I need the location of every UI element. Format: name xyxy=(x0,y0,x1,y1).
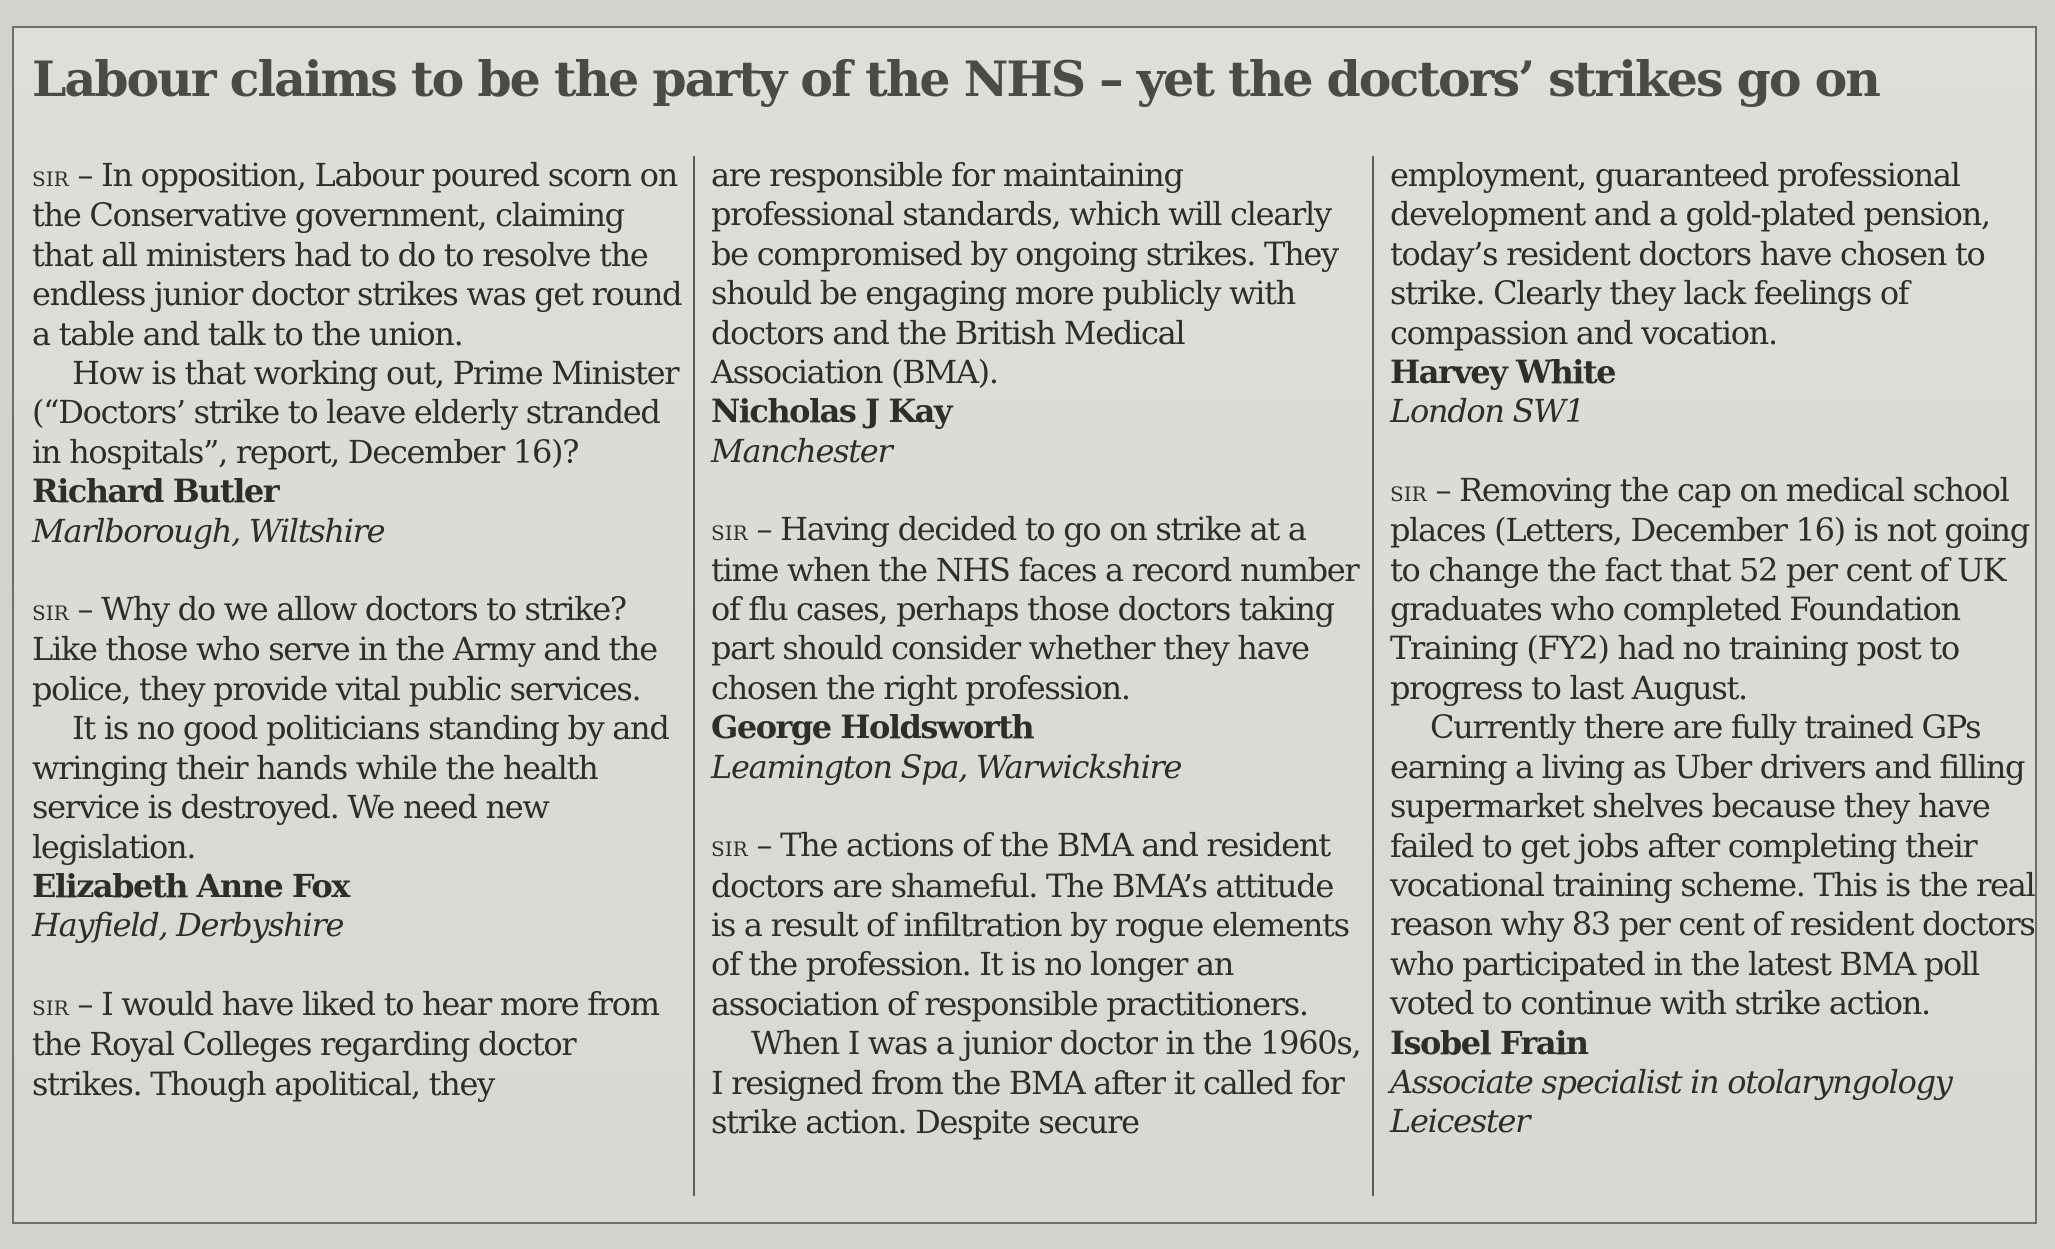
column-1 xyxy=(32,156,682,1143)
letter-paragraph: When I was a junior doctor in the 1960s, I resigned from the BMA after it called for strike action. Despite secure xyxy=(711,1024,1361,1141)
letter-paragraph: sir – The actions of the BMA and resident doctors are shameful. The BMA’s attitude is a result of infiltration by rogue elements of the profession. It is no longer an association of responsible practitioners. xyxy=(711,826,1349,1023)
letter-george-holdsworth xyxy=(711,510,1361,787)
letter-nicholas-j-kay xyxy=(711,156,1361,471)
column-2 xyxy=(711,156,1361,1181)
sir-salutation: sir xyxy=(32,594,69,628)
letter-paragraph: employment, guaranteed professional development and a gold-plated pension, today’s resident doctors have chosen to strike. Clearly they lack feelings of compassion and vocation. xyxy=(1390,156,1990,352)
newspaper-clipping xyxy=(12,26,2037,1224)
letter-paragraph: It is no good politicians standing by and wringing their hands while the health service is destroyed. We need new legislation. xyxy=(32,709,669,866)
letter-paragraph: sir – Having decided to go on strike at a time when the NHS faces a record number of flu cases, perhaps those doctors taking part should consider whether they have chosen the right profession. xyxy=(711,510,1359,707)
sir-salutation: sir xyxy=(32,160,69,193)
letter-paragraph: sir – I would have liked to hear more from the Royal Colleges regarding doctor strikes. Though apolitical, they xyxy=(32,984,659,1103)
letter-location: Leamington Spa, Warwickshire xyxy=(711,747,1182,786)
letter-author: Isobel Frain xyxy=(1390,1023,1588,1062)
letter-location: Hayfield, Derbyshire xyxy=(32,906,344,945)
letter-harvey-white xyxy=(1390,156,2040,432)
sir-salutation: sir xyxy=(711,830,748,864)
sir-salutation: sir xyxy=(711,514,748,548)
letter-location: London SW1 xyxy=(1390,392,1584,431)
letter-location: Manchester xyxy=(711,431,892,470)
sir-salutation: sir xyxy=(32,988,69,1022)
column-divider xyxy=(693,156,695,1196)
column-3 xyxy=(1390,156,2040,1181)
letter-paragraph: Currently there are fully trained GPs earning a living as Uber drivers and filling supermarket shelves because they have failed to get jobs after completing their vocational training scheme. This is the real reason why 83 per cent of resident doctors who participated in the latest BMA poll voted to continue with strike action. xyxy=(1390,708,2035,1023)
sir-salutation: sir xyxy=(1390,474,1427,508)
letter-location: Associate specialist in otolaryngology Leicester xyxy=(1390,1062,1952,1141)
letter-paragraph: sir – Why do we allow doctors to strike? Like those who serve in the Army and the police, they provide vital public services. xyxy=(32,590,657,708)
letter-author: Richard Butler xyxy=(32,472,279,511)
letter-author: Nicholas J Kay xyxy=(711,392,951,431)
letter-nicholas-j-kay-part1 xyxy=(32,985,682,1104)
letter-location: Marlborough, Wiltshire xyxy=(32,511,385,550)
headline: Labour claims to be the party of the NHS – yet the doctors’ strikes go on xyxy=(32,50,1879,108)
letter-isobel-frain xyxy=(1390,471,2040,1142)
column-divider xyxy=(1372,156,1374,1196)
letter-paragraph: are responsible for maintaining professional standards, which will clearly be compromised by ongoing strikes. They should be engaging more publicly with doctors and the British Medical Association (BMA). xyxy=(711,156,1338,392)
letter-paragraph: sir – Removing the cap on medical school places (Letters, December 16) is not going to change the fact that 52 per cent of UK graduates who completed Foundation Training (FY2) had no training post to progress to last August. xyxy=(1390,470,2029,707)
letter-author: Elizabeth Anne Fox xyxy=(32,866,349,905)
letter-paragraph: How is that working out, Prime Minister (“Doctors’ strike to leave elderly stranded in hospitals”, report, December 16)? xyxy=(32,354,679,471)
letter-richard-butler xyxy=(32,156,682,551)
letter-harvey-white-part1 xyxy=(711,826,1361,1142)
letter-paragraph: sir – In opposition, Labour poured scorn on the Conservative government, claiming that all ministers had to do to resolve the endless junior doctor strikes was get round a table and talk to the union. xyxy=(32,156,682,353)
letter-author: Harvey White xyxy=(1390,353,1616,392)
letter-elizabeth-anne-fox xyxy=(32,590,682,946)
letter-author: George Holdsworth xyxy=(711,708,1034,747)
